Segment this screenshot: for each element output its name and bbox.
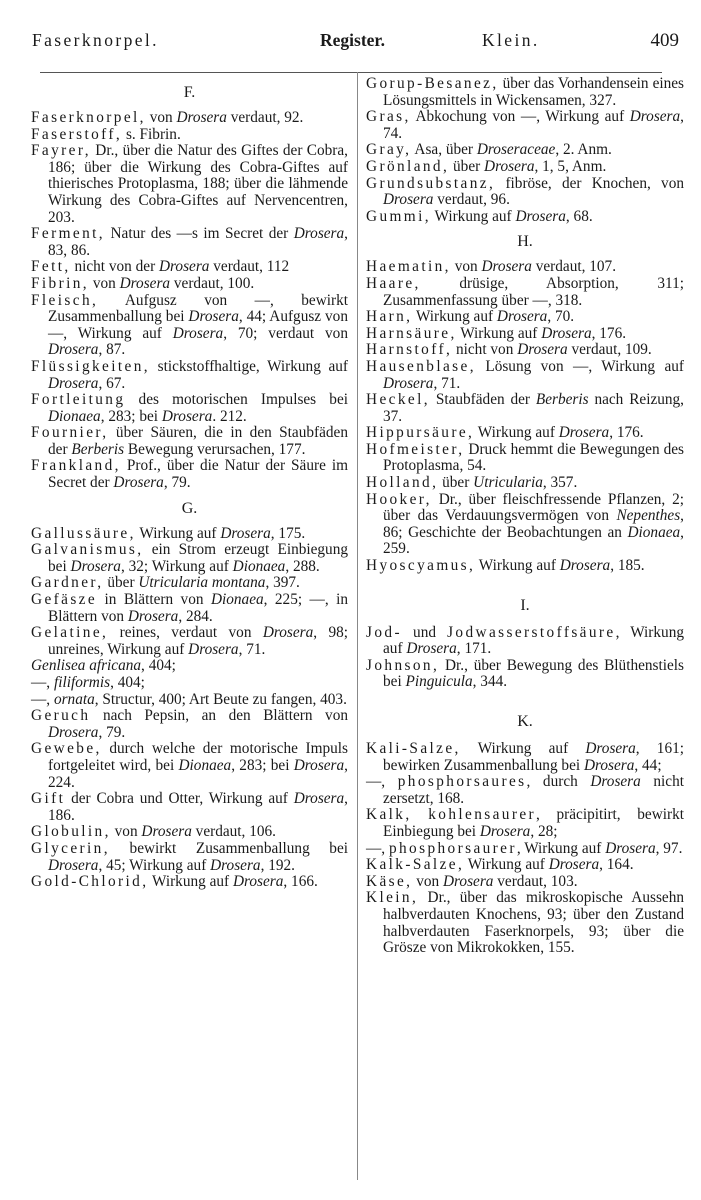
index-text: Druck hemmt die Bewegungen des Protoplasma, 54. (383, 440, 684, 475)
index-term: Flüssigkeiten, (31, 357, 151, 375)
index-entry (366, 442, 684, 475)
index-text: kohlensaurer, präcipitirt, bewirkt Einbiegung bei Drosera, 28; (383, 806, 685, 840)
index-column-right (366, 76, 684, 957)
index-text: reines, verdaut von Drosera, 98; unreines, Wirkung auf Drosera, 71. (48, 624, 348, 658)
index-entry (31, 874, 348, 891)
index-term: Harnstoff, (366, 341, 453, 359)
index-text: Wirkung auf Drosera, 164. (464, 856, 634, 874)
index-term: Gift (31, 790, 66, 808)
index-term: Faserknorpel, (31, 109, 146, 126)
index-entry (366, 392, 684, 425)
index-text: über Utricularia montana, 397. (103, 574, 300, 592)
index-term: Hausenblase, (366, 357, 476, 375)
index-entry (366, 558, 684, 575)
index-text: des motorischen Impulses bei Dionaea, 283; bei Drosera. 212. (48, 391, 348, 425)
header-right: Klein. (482, 30, 540, 50)
index-term: Haematin, (366, 258, 451, 276)
index-term: Grönland, (366, 157, 450, 175)
index-entry (31, 425, 348, 458)
index-text: stickstoffhaltige, Wirkung auf Drosera, 67. (48, 357, 348, 392)
index-text: fibröse, der Knochen, von Drosera verdaut, 96. (383, 174, 684, 209)
index-entry (31, 692, 348, 709)
index-entry (31, 458, 348, 491)
index-text: von Drosera verdaut, 106. (110, 823, 276, 841)
index-term: Gras, (366, 108, 411, 126)
index-text: ein Strom erzeugt Einbiegung bei Drosera, 32; Wirkung auf Dionaea, 288. (48, 541, 348, 575)
index-entry (366, 276, 684, 309)
index-entry (31, 359, 348, 392)
index-text: durch welche der motorische Impuls fortgeleitet wird, bei Dionaea, 283; bei Drosera, 224. (48, 740, 348, 791)
index-entry (31, 675, 348, 692)
index-text: —, filiformis, 404; (31, 674, 145, 691)
index-term: Hofmeister, (366, 440, 465, 458)
index-entry (366, 342, 684, 359)
index-text: s. Fibrin. (122, 125, 181, 143)
index-term: Gray, (366, 141, 412, 159)
index-entry (31, 110, 348, 127)
index-term: Fett, (31, 258, 71, 276)
index-term: Fleisch, (31, 291, 99, 309)
index-term: Fournier, (31, 424, 109, 442)
index-entry (366, 76, 684, 109)
index-term: Ferment, (31, 225, 106, 243)
index-entry (366, 774, 684, 807)
index-text: Dr., über Bewegung des Blüthenstiels bei Pinguicula, 344. (383, 656, 684, 691)
index-text: Wirkung auf Drosera, 70. (412, 308, 575, 326)
index-text: Dr., über die Natur des Giftes der Cobra, 186; über die Wirkung des Cobra-Giftes auf thierisches Protoplasma, 188; über die lähmende Wirkung des Cobra-Giftes auf Nervencentren, 203. (48, 142, 348, 226)
index-term: Haare, (366, 274, 421, 292)
index-entry (31, 226, 348, 259)
index-entry (31, 259, 348, 276)
index-text: —, phosphorsaures, durch Drosera nicht zersetzt, 168. (366, 773, 684, 807)
index-entry (366, 425, 684, 442)
index-text: Natur des —s im Secret der Drosera, 83, 86. (48, 225, 348, 259)
index-term: Heckel, (366, 391, 430, 409)
index-text: —, phosphorsaurer, Wirkung auf Drosera, 97. (366, 839, 683, 857)
index-term: Kali-Salze, (366, 740, 461, 757)
index-term: Harnsäure, (366, 324, 457, 342)
index-term: Geruch (31, 707, 91, 725)
index-entry (366, 142, 684, 159)
section-letter: K. (517, 713, 533, 730)
index-entry (31, 824, 348, 841)
index-text: von Drosera verdaut, 103. (412, 872, 578, 890)
index-term: Hooker, (366, 490, 432, 508)
index-entry (366, 741, 684, 774)
index-term: Grundsubstanz, (366, 174, 496, 192)
index-term: Jod- (366, 623, 402, 641)
index-term: Gummi, (366, 207, 431, 225)
index-entry (366, 259, 684, 276)
index-text: der Cobra und Otter, Wirkung auf Drosera, 186. (48, 790, 348, 824)
index-term: Käse, (366, 872, 413, 890)
index-entry (366, 841, 684, 858)
index-text: Wirkung auf Drosera, 185. (475, 557, 645, 575)
index-text: von Drosera verdaut, 100. (89, 274, 255, 292)
section-letter: G. (181, 499, 198, 517)
header-rule (40, 72, 662, 73)
page-number: 409 (650, 30, 679, 51)
index-term: Gardner, (31, 574, 104, 592)
index-entry (31, 625, 348, 658)
index-term: Hippursäure, (366, 424, 475, 442)
index-term: Gallussäure, (31, 524, 136, 542)
index-text: Dr., über das mikroskopische Aussehn halbverdauten Knochens, 93; über den Zustand halbverdauten Faserknorpels, 93; über die Grösze von Mikrokokken, 155. (383, 889, 684, 957)
index-term: Globulin, (31, 823, 111, 841)
index-term: Gold-Chlorid, (31, 873, 149, 891)
index-term: Hyoscyamus, (366, 557, 476, 575)
index-text: von Drosera verdaut, 92. (145, 109, 304, 126)
index-entry (366, 359, 684, 392)
section-letter: H. (517, 233, 533, 251)
index-text: Wirkung auf Drosera, 161; bewirken Zusammenballung bei Drosera, 44; (383, 740, 684, 774)
index-term: Gefäsze (31, 591, 98, 609)
index-entry (31, 741, 348, 791)
index-entry (366, 109, 684, 142)
index-text: Asa, über Droseraceae, 2. Anm. (411, 141, 612, 159)
index-entry (31, 143, 348, 226)
index-text: Wirkung auf Drosera, 166. (148, 873, 318, 891)
index-text: und Jodwasserstoffsäure, Wirkung auf Drosera, 171. (383, 623, 684, 658)
column-divider (357, 72, 358, 1180)
index-entry (366, 658, 684, 691)
index-text: bewirkt Zusammenballung bei Drosera, 45; Wirkung auf Drosera, 192. (48, 839, 348, 874)
index-term: Johnson, (366, 656, 440, 674)
index-term: Klein, (366, 889, 419, 907)
index-text: Prof., über die Natur der Säure im Secret der Drosera, 79. (48, 457, 348, 492)
index-text: —, ornata, Structur, 400; Art Beute zu fangen, 403. (31, 690, 347, 708)
index-text: Wirkung auf Drosera, 175. (135, 524, 306, 542)
index-entry (366, 625, 684, 658)
index-text: über Säuren, die in den Staubfäden der Berberis Bewegung verursachen, 177. (48, 424, 348, 458)
index-term: Harn, (366, 308, 413, 326)
index-text: drüsige, Absorption, 311; Zusammenfassung über —, 318. (383, 274, 684, 309)
index-term: Gelatine, (31, 624, 109, 642)
index-text: Wirkung auf Drosera, 68. (430, 207, 593, 225)
index-term: Fibrin, (31, 274, 90, 292)
index-term: Kalk, (366, 806, 412, 824)
index-entry (366, 492, 684, 558)
index-term: Gorup-Besanez, (366, 75, 499, 92)
index-text: über Utricularia, 357. (438, 474, 578, 492)
index-text: Abkochung von —, Wirkung auf Drosera, 74. (383, 108, 684, 142)
index-entry (31, 841, 348, 874)
index-term: Fortleitung (31, 391, 126, 409)
index-entry (366, 326, 684, 343)
index-entry (31, 293, 348, 359)
index-entry (31, 791, 348, 824)
index-entry (31, 575, 348, 592)
index-entry (31, 276, 348, 293)
index-text: nicht von Drosera verdaut, 109. (452, 341, 652, 359)
section-letter: F. (183, 84, 196, 101)
index-text: in Blättern von Dionaea, 225; —, in Blättern von Drosera, 284. (48, 591, 349, 625)
index-text: Wirkung auf Drosera, 176. (456, 324, 627, 342)
index-text: über Drosera, 1, 5, Anm. (449, 157, 607, 175)
index-entry (366, 176, 684, 209)
index-entry (366, 209, 684, 226)
index-entry (31, 127, 348, 144)
index-text: über das Vorhandensein eines Lösungsmittels in Wickensamen, 327. (383, 75, 684, 109)
index-text: Staubfäden der Berberis nach Reizung, 37. (383, 391, 685, 425)
index-column-left (31, 76, 348, 891)
index-entry (366, 475, 684, 492)
index-term: Galvanismus, (31, 541, 144, 559)
index-entry (366, 159, 684, 176)
index-term: Gewebe, (31, 740, 102, 758)
index-entry (366, 807, 684, 840)
index-text: von Drosera verdaut, 107. (450, 258, 617, 276)
index-text: Lösung von —, Wirkung auf Drosera, 71. (383, 357, 684, 392)
index-term: Frankland, (31, 457, 121, 475)
index-text: Aufgusz von —, bewirkt Zusammenballung bei Drosera, 44; Aufgusz von —, Wirkung auf Drosera, 70; verdaut von Drosera, 87. (48, 291, 348, 359)
index-entry (31, 592, 348, 625)
index-text: Wirkung auf Drosera, 176. (474, 424, 644, 442)
index-term: Kalk-Salze, (366, 856, 465, 874)
index-term: Fayrer, (31, 142, 91, 160)
header-center: Register. (320, 30, 385, 50)
index-entry (31, 526, 348, 543)
page-header (32, 30, 679, 54)
index-text: Dr., über fleischfressende Pflanzen, 2; über das Verdauungsvermögen von Nepenthes, 86; Geschichte der Beobachtungen an Dionaea, 259. (383, 490, 684, 558)
index-entry (366, 890, 684, 956)
index-entry (31, 542, 348, 575)
header-left: Faserknorpel. (32, 30, 159, 50)
index-text: Genlisea africana, 404; (31, 657, 176, 675)
index-text: nach Pepsin, an den Blättern von Drosera, 79. (48, 707, 348, 741)
index-entry (366, 309, 684, 326)
index-entry (31, 708, 348, 741)
index-term: Glycerin, (31, 839, 110, 857)
index-entry (31, 658, 348, 675)
index-entry (366, 857, 684, 874)
index-entry (366, 874, 684, 891)
index-text: nicht von der Drosera verdaut, 112 (70, 258, 290, 276)
index-term: Holland, (366, 474, 439, 492)
index-entry (31, 392, 348, 425)
index-term: Faserstoff, (31, 125, 123, 143)
section-letter: I. (520, 596, 530, 614)
